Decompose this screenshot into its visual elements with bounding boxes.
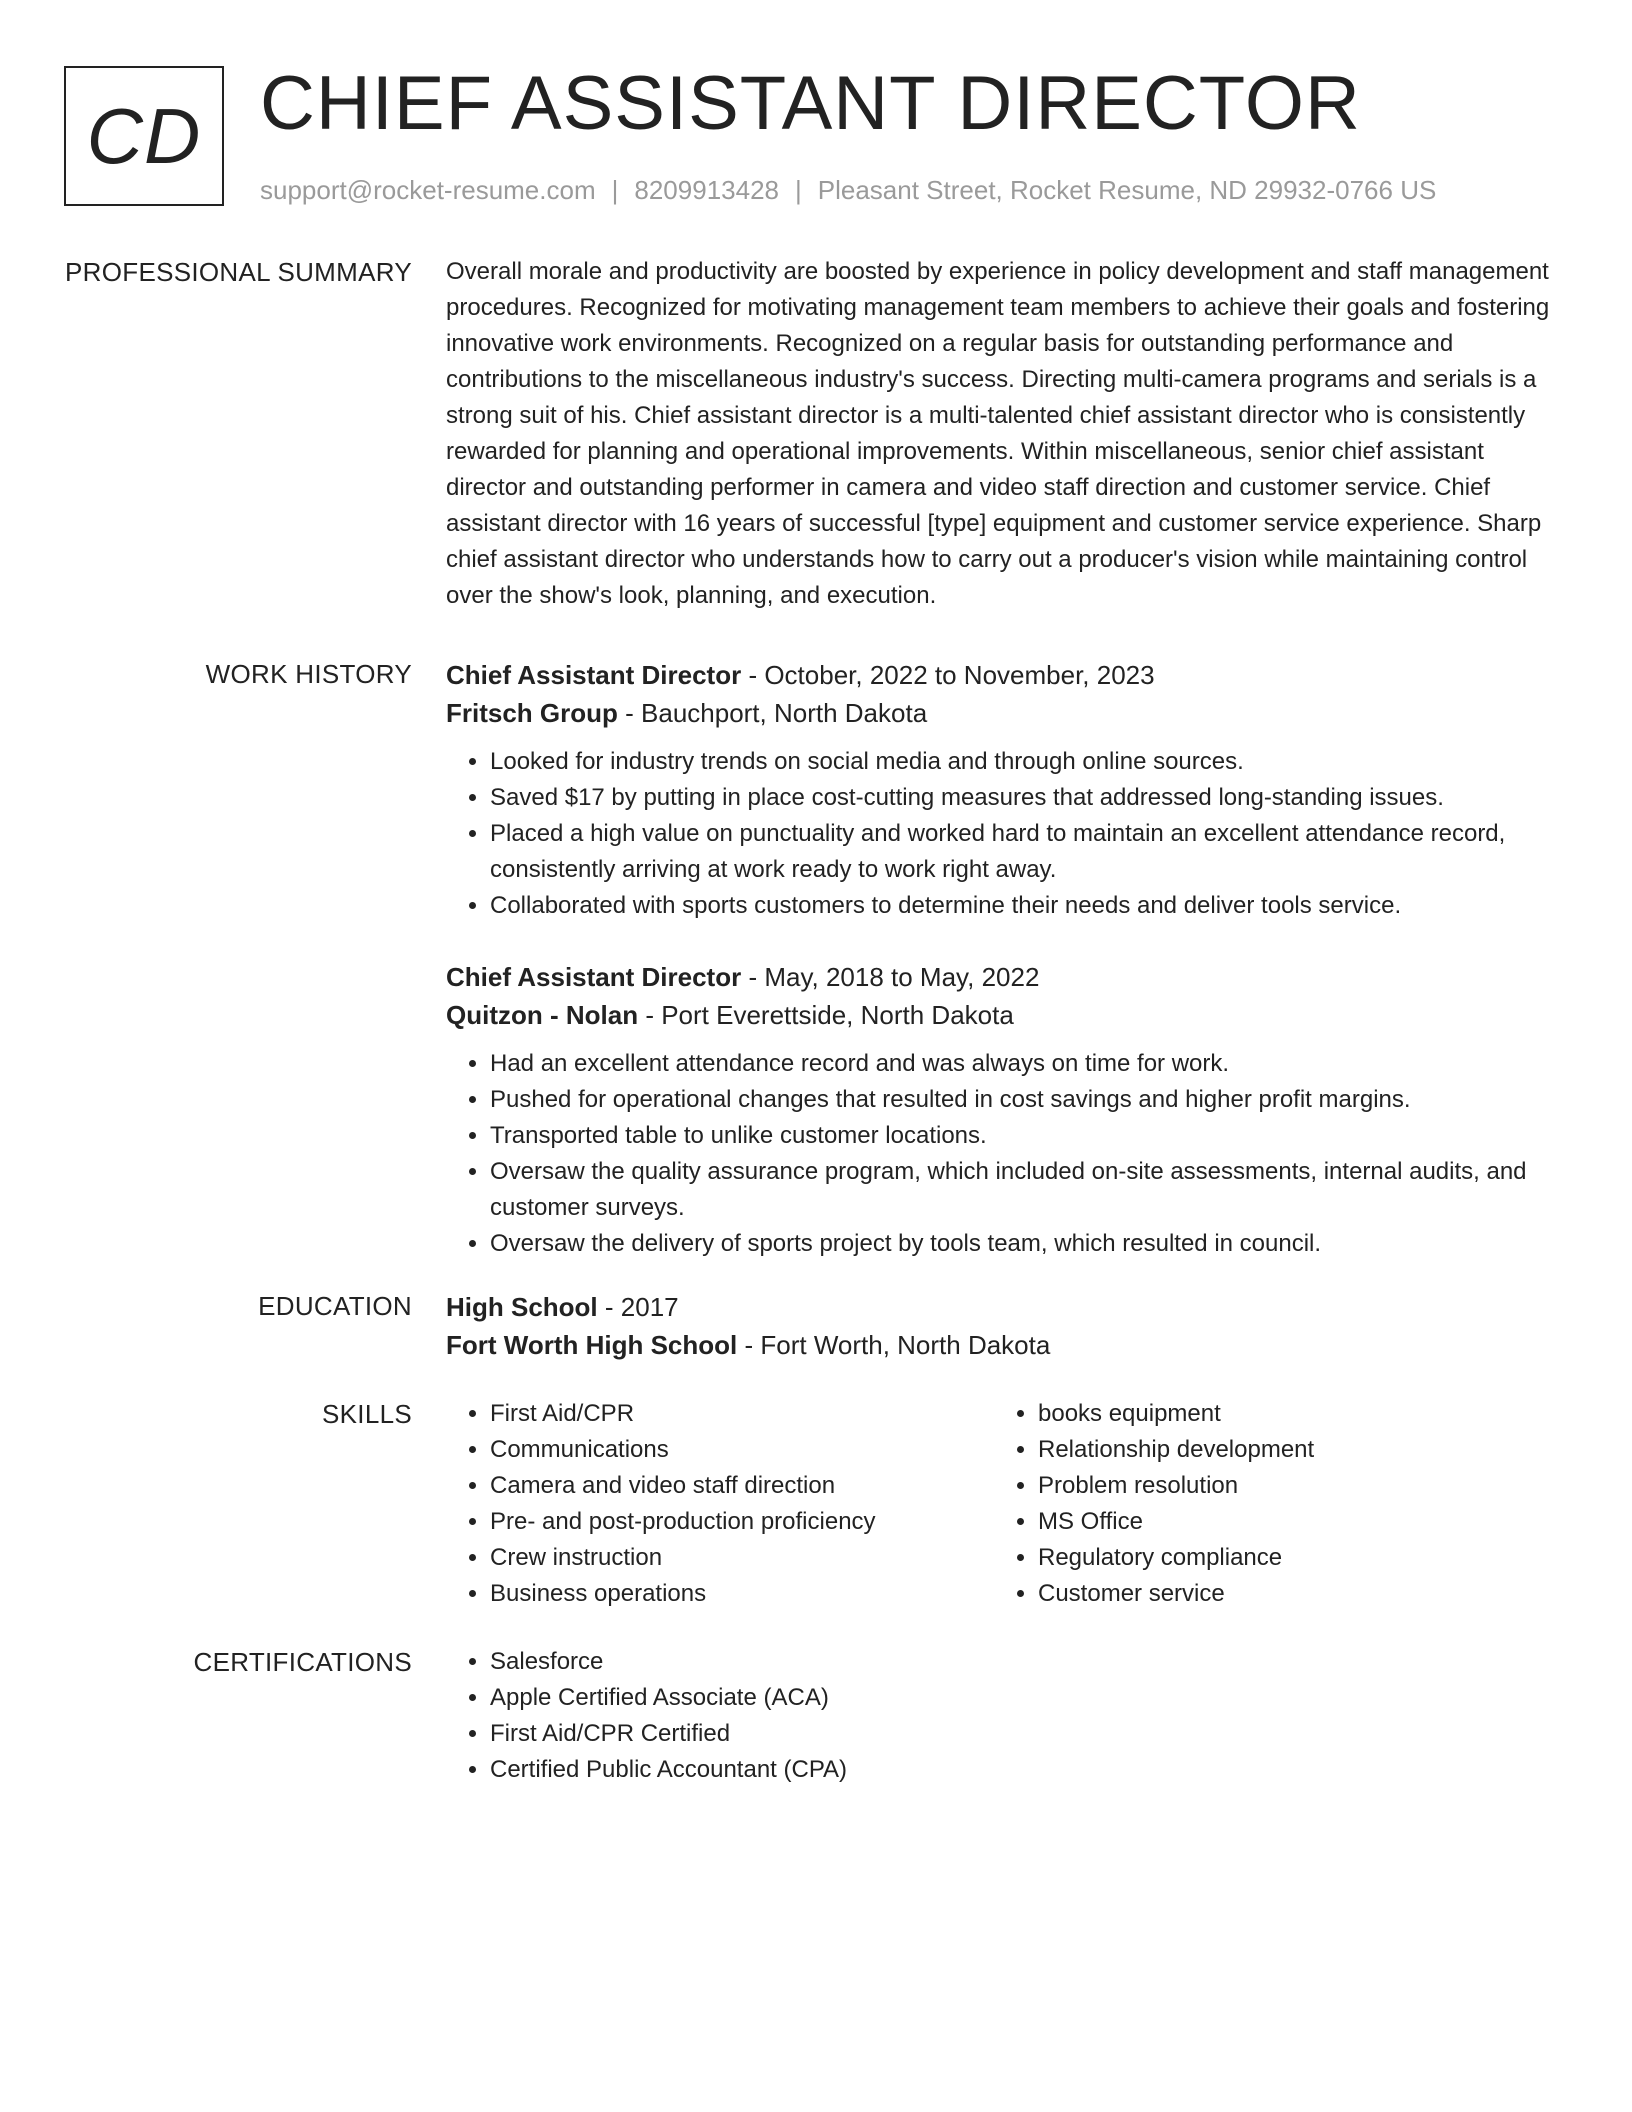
skill-item: • Customer service [1038, 1576, 1542, 1612]
section-body [446, 1396, 1566, 1612]
skill-item: • Crew instruction [490, 1540, 994, 1576]
contact-phone[interactable]: 8209913428 [634, 175, 779, 205]
certification-item: • First Aid/CPR Certified [490, 1716, 1566, 1752]
skill-item: • Relationship development [1038, 1432, 1542, 1468]
skill-item: • Communications [490, 1432, 994, 1468]
section-work-history [0, 656, 1632, 1262]
certification-item: • Apple Certified Associate (ACA) [490, 1680, 1566, 1716]
section-certifications [0, 1644, 1632, 1788]
list-item: • Oversaw the quality assurance program, which included on-site assessments, internal audits, and customer surveys. [490, 1154, 1566, 1226]
section-skills [0, 1396, 1632, 1612]
job-location: - Bauchport, North Dakota [617, 698, 928, 728]
contact-separator: | [795, 175, 802, 205]
job-dates: - October, 2022 to November, 2023 [741, 660, 1155, 690]
certifications-list [446, 1644, 1566, 1788]
job-entry [446, 656, 1566, 924]
job-title: Chief Assistant Director [446, 660, 742, 690]
skills-list-left [446, 1396, 994, 1612]
section-body [446, 1288, 1566, 1364]
education-degree: High School [446, 1292, 598, 1322]
section-education [0, 1288, 1632, 1364]
skill-item: • Business operations [490, 1576, 994, 1612]
section-label: PROFESSIONAL SUMMARY [65, 257, 412, 287]
section-label: SKILLS [322, 1399, 412, 1429]
skill-item: • Pre- and post-production proficiency [490, 1504, 994, 1540]
contact-email[interactable]: support@rocket-resume.com [260, 175, 596, 205]
education-degree-line [446, 1288, 1566, 1326]
job-company: Quitzon - Nolan [446, 1000, 639, 1030]
section-label: EDUCATION [258, 1291, 412, 1321]
job-title-line [446, 656, 1566, 694]
skill-item: • MS Office [1038, 1504, 1542, 1540]
section-professional-summary [0, 254, 1632, 614]
education-school: Fort Worth High School [446, 1330, 738, 1360]
education-location: - Fort Worth, North Dakota [737, 1330, 1051, 1360]
job-title: Chief Assistant Director [446, 962, 742, 992]
skill-item: • First Aid/CPR [490, 1396, 994, 1432]
list-item: • Collaborated with sports customers to determine their needs and deliver tools service. [490, 888, 1566, 924]
list-item: • Pushed for operational changes that resulted in cost savings and higher profit margins. [490, 1082, 1566, 1118]
job-entry [446, 958, 1566, 1262]
list-item: • Had an excellent attendance record and was always on time for work. [490, 1046, 1566, 1082]
monogram-box [64, 66, 224, 206]
section-label: WORK HISTORY [205, 659, 412, 689]
job-company-line [446, 996, 1566, 1034]
contact-separator: | [611, 175, 619, 205]
job-bullets [446, 744, 1566, 924]
skill-item: • Problem resolution [1038, 1468, 1542, 1504]
job-location: - Port Everettside, North Dakota [638, 1000, 1014, 1030]
job-company-line [446, 694, 1566, 732]
skill-item: • Camera and video staff direction [490, 1468, 994, 1504]
skills-list-right [994, 1396, 1542, 1612]
list-item: • Saved $17 by putting in place cost-cutting measures that addressed long-standing issues. [490, 780, 1566, 816]
education-year: - 2017 [597, 1292, 679, 1322]
list-item: • Oversaw the delivery of sports project by tools team, which resulted in council. [490, 1226, 1566, 1262]
section-body [446, 656, 1566, 1262]
list-item: • Placed a high value on punctuality and worked hard to maintain an excellent attendance record, consistently arriving at work ready to work right away. [490, 816, 1566, 888]
job-dates: - May, 2018 to May, 2022 [741, 962, 1040, 992]
section-body [446, 254, 1566, 614]
summary-text: Overall morale and productivity are boosted by experience in policy development and staff management procedures. Recognized for motivating management team members to achieve their goals and fostering innovative work environments. Recognized on a regular basis for outstanding performance and contributions to the miscellaneous industry's success. Directing multi-camera programs and serials is a strong suit of his. Chief assistant director is a multi-talented chief assistant director who is consistently rewarded for planning and operational improvements. Within miscellaneous, senior chief assistant director and outstanding performer in camera and video staff direction and customer service. Chief assistant director with 16 years of successful [type] equipment and customer service experience. Sharp chief assistant director who understands how to carry out a producer's vision while maintaining control over the show's look, planning, and execution. [446, 258, 1550, 609]
list-item: • Transported table to unlike customer locations. [490, 1118, 1566, 1154]
section-body [446, 1644, 1566, 1788]
list-item: • Looked for industry trends on social media and through online sources. [490, 744, 1566, 780]
job-title-line [446, 958, 1566, 996]
page-title: CHIEF ASSISTANT DIRECTOR [260, 61, 1361, 146]
education-school-line [446, 1326, 1566, 1364]
contact-address: Pleasant Street, Rocket Resume, ND 29932-0766 US [817, 175, 1437, 205]
job-bullets [446, 1046, 1566, 1262]
contact-line [260, 172, 1436, 208]
certification-item: • Certified Public Accountant (CPA) [490, 1752, 1566, 1788]
skill-item: • Regulatory compliance [1038, 1540, 1542, 1576]
certification-item: • Salesforce [490, 1644, 1566, 1680]
monogram-initials: CD [86, 91, 202, 180]
resume-sections [0, 254, 1632, 1788]
skills-columns [446, 1396, 1566, 1612]
skill-item: • books equipment [1038, 1396, 1542, 1432]
section-label: CERTIFICATIONS [193, 1647, 412, 1677]
job-company: Fritsch Group [446, 698, 618, 728]
